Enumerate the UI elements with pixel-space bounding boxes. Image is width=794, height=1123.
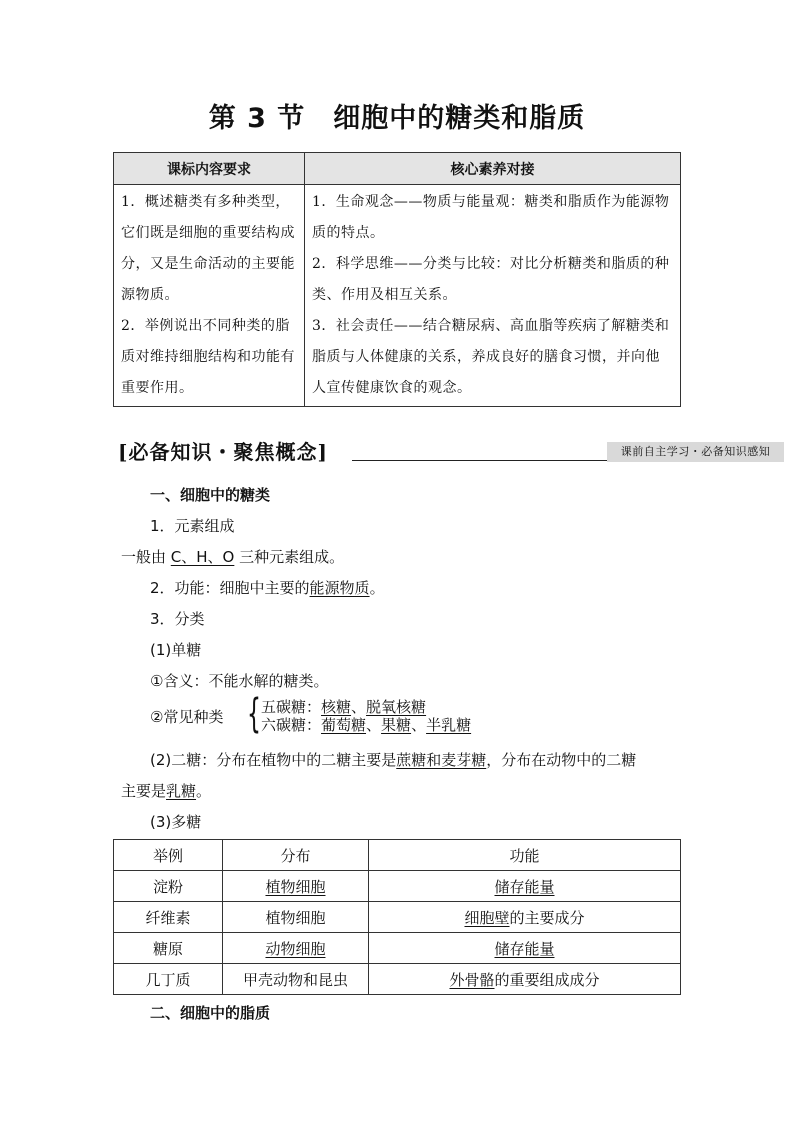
col-header-function: 功能 — [369, 840, 681, 871]
answer-animal-disaccharide: 乳糖 — [166, 782, 197, 800]
competency-item: 3．社会责任——结合糖尿病、高血脂等疾病了解糖类和脂质与人体健康的关系，养成良好的膳食习惯，并向他人宣传健康饮食的观念。 — [312, 318, 670, 396]
disaccharide-text-cont: 主要是乳糖。 — [121, 782, 212, 800]
section-heading: [必备知识・聚焦概念] — [118, 440, 328, 464]
answer-plant-disaccharides: 蔗糖和麦芽糖 — [396, 751, 487, 769]
heading-sugars: 一、细胞中的糖类 — [150, 486, 271, 504]
monosaccharide-kinds-label: ②常见种类 — [150, 708, 224, 726]
pentose-line: 五碳糖：核糖、脱氧核糖 — [261, 698, 427, 716]
polysaccharide-heading: (3)多糖 — [150, 813, 202, 831]
standards-table — [113, 152, 681, 407]
table-row: 淀粉 植物细胞 储存能量 — [114, 871, 681, 902]
disaccharide-text: (2)二糖：分布在植物中的二糖主要是蔗糖和麦芽糖，分布在动物中的二糖 — [150, 751, 637, 769]
standard-item: 2．举例说出不同种类的脂质对维持细胞结构和功能有重要作用。 — [121, 318, 295, 396]
left-brace-icon: { — [247, 691, 261, 737]
answer-elements: C、H、O — [170, 548, 235, 566]
col-header-standards: 课标内容要求 — [114, 153, 305, 185]
polysaccharide-table — [113, 839, 681, 995]
competency-cell — [305, 185, 681, 407]
table-row: 纤维素 植物细胞 细胞壁的主要成分 — [114, 902, 681, 933]
function-text: 2．功能：细胞中主要的能源物质。 — [150, 579, 385, 597]
col-header-competency: 核心素养对接 — [305, 153, 681, 185]
competency-item: 2．科学思维——分类与比较：对比分析糖类和脂质的种类、作用及相互关系。 — [312, 256, 670, 303]
standards-cell — [114, 185, 305, 407]
monosaccharide-heading: (1)单糖 — [150, 641, 202, 659]
col-header-distribution: 分布 — [223, 840, 369, 871]
section-divider — [352, 460, 608, 461]
heading-lipids: 二、细胞中的脂质 — [150, 1004, 271, 1022]
standard-item: 1．概述糖类有多种类型，它们既是细胞的重要结构成分，又是生命活动的主要能源物质。 — [121, 194, 295, 303]
answer-function: 能源物质 — [309, 579, 370, 597]
hexose-line: 六碳糖：葡萄糖、果糖、半乳糖 — [261, 716, 472, 734]
col-header-example: 举例 — [114, 840, 223, 871]
table-row: 几丁质 甲壳动物和昆虫 外骨骼的重要组成成分 — [114, 964, 681, 995]
elements-text: 一般由 C、H、O 三种元素组成。 — [121, 548, 345, 566]
table-row: 糖原 动物细胞 储存能量 — [114, 933, 681, 964]
subheading-elements: 1．元素组成 — [150, 517, 235, 535]
section-badge: 课前自主学习・必备知识感知 — [607, 442, 784, 462]
page-title: 第 3 节 细胞中的糖类和脂质 — [208, 103, 586, 134]
competency-item: 1．生命观念——物质与能量观：糖类和脂质作为能源物质的特点。 — [312, 194, 670, 241]
subheading-classification: 3．分类 — [150, 610, 205, 628]
monosaccharide-definition: ①含义：不能水解的糖类。 — [150, 672, 329, 690]
